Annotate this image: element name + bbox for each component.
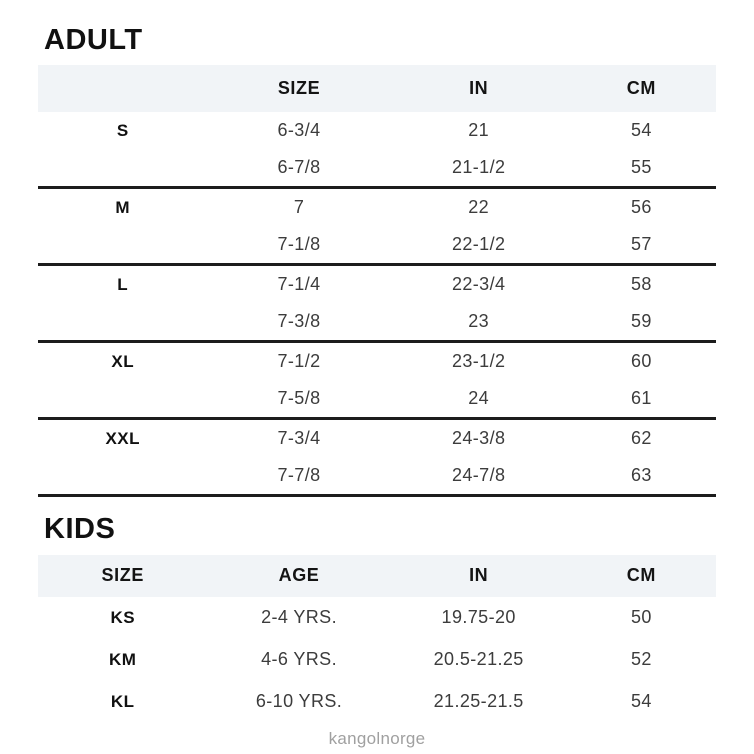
row-label-cell [38, 226, 208, 265]
value-cell: 7-3/4 [277, 428, 321, 449]
table-row [38, 342, 716, 381]
adult-table-body [38, 112, 716, 496]
value-cell: 61 [567, 380, 716, 419]
value-cell: 60 [630, 351, 652, 372]
row-label-cell [38, 380, 208, 419]
value-cell: 7-1/2 [277, 351, 321, 372]
adult-section-title: ADULT [44, 24, 143, 56]
value-cell: 22-1/2 [391, 226, 567, 265]
value-cell: 56 [630, 197, 652, 218]
value-cell: 58 [630, 274, 652, 295]
value-cell: 24-3/8 [451, 428, 506, 449]
row-label-cell: KM [109, 649, 137, 669]
footer-brand-text: kangolnorge [328, 728, 426, 748]
table-row [38, 188, 716, 227]
row-label-cell [38, 149, 208, 188]
value-cell: 54 [630, 691, 652, 712]
value-cell: 2-4 YRS. [261, 607, 337, 628]
value-cell: 63 [567, 457, 716, 496]
kids-header-in: IN [391, 555, 567, 597]
table-row [38, 149, 716, 188]
adult-header-cm: CM [567, 65, 716, 112]
value-cell: 54 [630, 120, 652, 141]
value-cell: 7-1/4 [277, 274, 321, 295]
row-label-cell: KS [110, 607, 136, 627]
kids-header-cm: CM [567, 555, 716, 597]
table-row [38, 597, 716, 639]
kids-header-size: SIZE [38, 555, 208, 597]
value-cell: 21.25-21.5 [433, 691, 524, 712]
value-cell: 7-3/8 [208, 303, 391, 342]
adult-size-table [38, 65, 716, 497]
adult-table-header-row [38, 65, 716, 112]
kids-section-title: KIDS [44, 513, 116, 546]
kids-table-header-row [38, 555, 716, 597]
table-row [38, 681, 716, 723]
row-label-cell: KL [110, 691, 135, 711]
value-cell: 21 [468, 120, 490, 141]
value-cell: 6-7/8 [208, 149, 391, 188]
value-cell: 23 [391, 303, 567, 342]
value-cell: 4-6 YRS. [261, 649, 337, 670]
table-row [38, 639, 716, 681]
value-cell: 55 [567, 149, 716, 188]
adult-header-in: IN [391, 65, 567, 112]
value-cell: 6-3/4 [277, 120, 321, 141]
table-row [38, 303, 716, 342]
value-cell: 21-1/2 [391, 149, 567, 188]
value-cell: 20.5-21.25 [433, 649, 524, 670]
row-label-cell: M [115, 197, 131, 217]
value-cell: 62 [630, 428, 652, 449]
kids-table-body [38, 597, 716, 723]
value-cell: 50 [630, 607, 652, 628]
table-row [38, 457, 716, 496]
row-label-cell [38, 303, 208, 342]
value-cell: 6-10 YRS. [255, 691, 343, 712]
value-cell: 19.75-20 [441, 607, 516, 628]
value-cell: 52 [630, 649, 652, 670]
row-label-cell: XXL [105, 428, 141, 448]
value-cell: 7-7/8 [208, 457, 391, 496]
table-row [38, 419, 716, 458]
value-cell: 57 [567, 226, 716, 265]
value-cell: 7-5/8 [208, 380, 391, 419]
value-cell: 23-1/2 [451, 351, 506, 372]
value-cell: 22 [468, 197, 490, 218]
value-cell: 24-7/8 [391, 457, 567, 496]
adult-header-size: SIZE [208, 65, 391, 112]
table-row [38, 112, 716, 149]
row-label-cell: XL [111, 351, 135, 371]
row-label-cell: L [117, 274, 129, 294]
table-row [38, 380, 716, 419]
value-cell: 24 [391, 380, 567, 419]
value-cell: 7-1/8 [208, 226, 391, 265]
row-label-cell [38, 457, 208, 496]
value-cell: 7 [293, 197, 305, 218]
table-row [38, 226, 716, 265]
value-cell: 22-3/4 [451, 274, 506, 295]
adult-header-blank [38, 65, 208, 112]
row-label-cell: S [116, 120, 129, 140]
kids-size-table [38, 555, 716, 723]
kids-header-age: AGE [208, 555, 391, 597]
value-cell: 59 [567, 303, 716, 342]
table-row [38, 265, 716, 304]
